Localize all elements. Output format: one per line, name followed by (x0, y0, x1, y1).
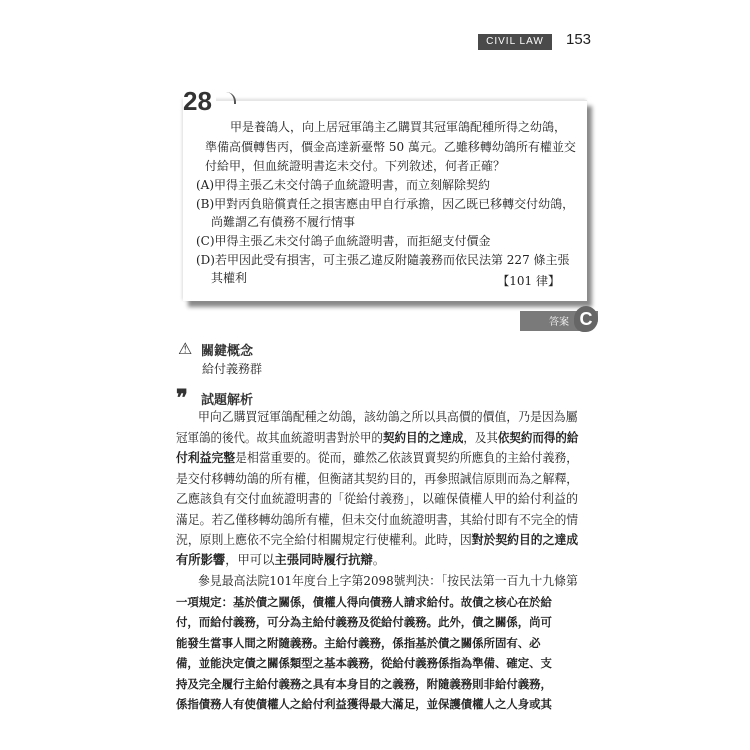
key-concept-title: 關鍵概念 (201, 344, 254, 359)
analysis-line: 是交付移轉幼鴿的所有權，但衡諸其契約目的，再參照誠信原則而為之解釋， (176, 472, 579, 486)
analysis-line: 參見最高法院101年度台上字第2098號判決：「按民法第一百九十九條第 (198, 574, 578, 588)
citation-line: 付，而給付義務，可分為主給付義務及從給付義務。此外，債之關係，尚可 (176, 615, 552, 629)
analysis-line: 冠軍鴿的後代。故其血統證明書對於甲的契約目的之達成，及其依契約而得的給 (176, 430, 579, 445)
question-number: 28 (183, 86, 216, 117)
option-b-cont: 尚難謂乙有債務不履行情事 (211, 215, 356, 229)
citation-line: 能發生當事人間之附隨義務。主給付義務，係指基於債之關係所固有、必 (176, 636, 541, 650)
option-d: (D)若甲因此受有損害，可主張乙違反附隨義務而依民法第 227 條主張 (196, 253, 570, 267)
warning-icon: ⚠ (178, 339, 193, 358)
analysis-line: 付利益完整是相當重要的。從而，雖然乙依該買賣契約所應負的主給付義務， (176, 450, 579, 465)
page-number: 153 (566, 31, 592, 48)
analysis-title: 試題解析 (201, 393, 254, 408)
question-source: 【101 律】 (497, 274, 560, 288)
option-b: (B)甲對丙負賠償責任之損害應由甲自行承擔，因乙既已移轉交付幼鴿， (196, 197, 575, 211)
citation-line: 係指債務人有使債權人之給付利益獲得最大滿足，並保護債權人之人身或其 (176, 697, 552, 711)
question-number-mark (224, 92, 236, 104)
question-line: 準備高價轉售丙，價金高達新臺幣 50 萬元。乙雖移轉幼鴿所有權並交 (205, 140, 576, 154)
analysis-line: 況，原則上應依不完全給付相關規定行使權利。此時，因對於契約目的之達成 (176, 532, 579, 547)
analysis-line: 滿足。若乙僅移轉幼鴿所有權，但未交付血統證明書，其給付即有不完全的情 (176, 513, 579, 527)
option-a: (A)甲得主張乙未交付鴿子血統證明書，而立刻解除契約 (196, 178, 491, 192)
quote-icon: ❞ (176, 385, 188, 411)
citation-line: 備，並能決定債之關係類型之基本義務，從給付義務係指為準備、確定、支 (176, 656, 552, 670)
option-c: (C)甲得主張乙未交付鴿子血統證明書，而拒絕支付價金 (196, 234, 491, 248)
citation-line: 一項規定：基於債之關係，債權人得向債務人請求給付。故債之核心在於給 (176, 595, 552, 609)
key-concept-text: 給付義務群 (202, 362, 263, 376)
citation-line: 持及完全履行主給付義務之具有本身目的之義務，附隨義務則非給付義務， (176, 677, 552, 691)
analysis-line: 甲向乙購買冠軍鴿配種之幼鴿，該幼鴿之所以具高價的價值，乃是因為屬 (198, 410, 578, 424)
answer-label: 答案 (549, 317, 569, 328)
question-line: 付給甲，但血統證明書迄未交付。下列敘述，何者正確？ (205, 159, 506, 173)
option-d-cont: 其權利 (211, 271, 248, 285)
analysis-line: 乙應該負有交付血統證明書的「從給付義務」，以確保債權人甲的給付利益的 (176, 492, 578, 506)
question-line: 甲是養鴿人，向上居冠軍鴿主乙購買其冠軍鴿配種所得之幼鴿， (230, 120, 567, 134)
chapter-tag: CIVIL LAW (478, 34, 552, 50)
answer-letter: C (574, 306, 598, 332)
analysis-line: 有所影響，甲可以主張同時履行抗辯。 (176, 552, 386, 567)
